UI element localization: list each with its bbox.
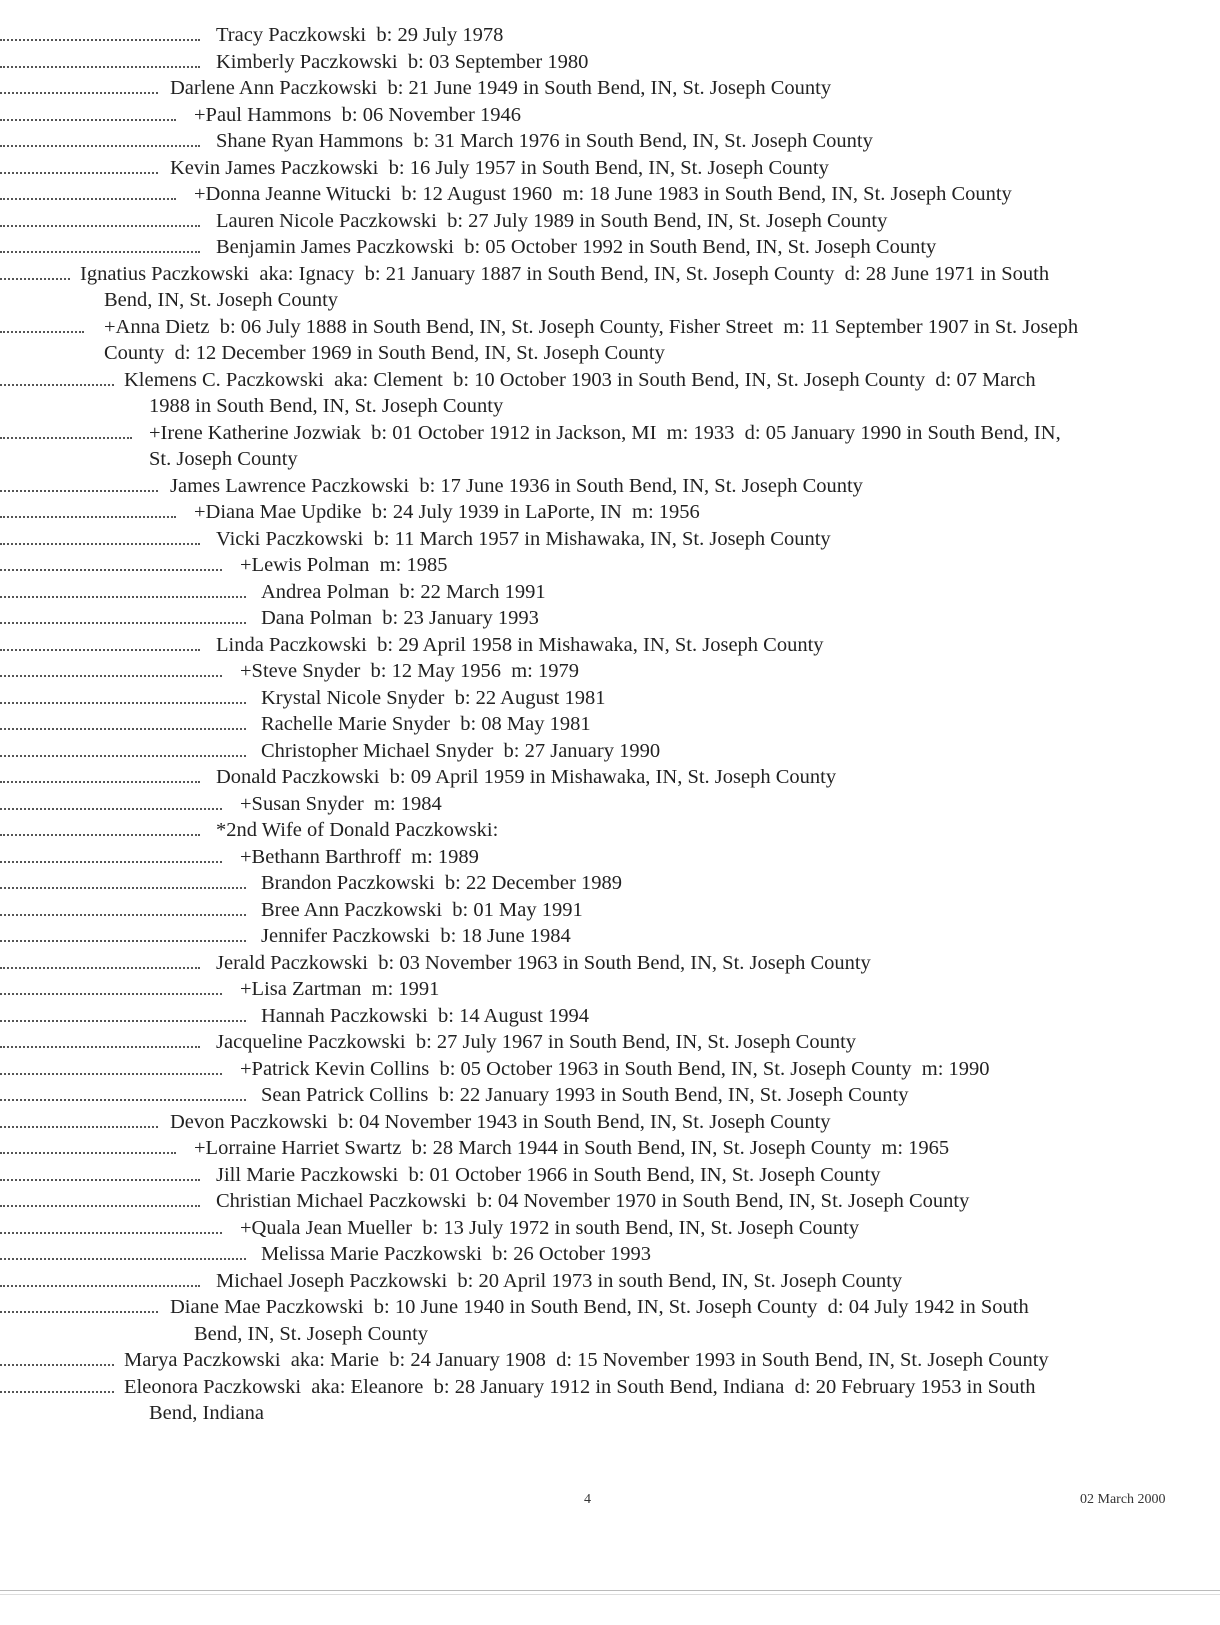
- leader-dots: [0, 675, 222, 677]
- entry-text-continuation: St. Joseph County: [149, 448, 298, 470]
- leader-dots: [0, 1152, 176, 1154]
- leader-dots: [0, 1073, 222, 1075]
- entry-text: +Bethann Barthroff m: 1989: [240, 845, 479, 868]
- entry-text: Klemens C. Paczkowski aka: Clement b: 10 October 1903 in South Bend, IN, St. Joseph County d: 07 March: [124, 368, 1036, 391]
- entry-text: +Irene Katherine Jozwiak b: 01 October 1912 in Jackson, MI m: 1933 d: 05 January 1990 in South Bend, IN,: [149, 421, 1061, 444]
- leader-dots: [0, 278, 70, 280]
- leader-dots: [0, 569, 222, 571]
- entry-text: Diane Mae Paczkowski b: 10 June 1940 in South Bend, IN, St. Joseph County d: 04 July 1942 in South: [170, 1296, 1029, 1318]
- entry-text: +Paul Hammons b: 06 November 1946: [194, 103, 521, 126]
- entry-text: Benjamin James Paczkowski b: 05 October 1992 in South Bend, IN, St. Joseph County: [216, 236, 937, 258]
- leader-dots: [0, 861, 222, 863]
- leader-dots: [0, 384, 114, 386]
- leader-dots: [0, 490, 158, 492]
- entry-text: +Anna Dietz b: 06 July 1888 in South Bend, IN, St. Joseph County, Fisher Street m: 11 September 1907 in St. Joseph: [104, 315, 1079, 338]
- leader-dots: [0, 914, 246, 916]
- leader-dots: [0, 39, 200, 41]
- leader-dots: [0, 225, 200, 227]
- entry-text: +Donna Jeanne Witucki b: 12 August 1960 m: 18 June 1983 in South Bend, IN, St. Joseph County: [194, 183, 1012, 205]
- leader-dots: [0, 1258, 246, 1260]
- entry-text: Dana Polman b: 23 January 1993: [261, 607, 539, 629]
- entry-text: Donald Paczkowski b: 09 April 1959 in Mishawaka, IN, St. Joseph County: [216, 766, 837, 788]
- leader-dots: [0, 172, 158, 174]
- entry-text: Tracy Paczkowski b: 29 July 1978: [216, 24, 504, 46]
- entry-text: Kimberly Paczkowski b: 03 September 1980: [216, 50, 589, 73]
- entry-text: +Lorraine Harriet Swartz b: 28 March 1944 in South Bend, IN, St. Joseph County m: 1965: [194, 1137, 950, 1159]
- scan-edge-divider: [0, 1590, 1220, 1591]
- entry-text: Lauren Nicole Paczkowski b: 27 July 1989 in South Bend, IN, St. Joseph County: [216, 209, 888, 232]
- entry-text: Michael Joseph Paczkowski b: 20 April 1973 in south Bend, IN, St. Joseph County: [216, 1269, 903, 1292]
- leader-dots: [0, 331, 84, 333]
- leader-dots: [0, 622, 246, 624]
- entry-text: Devon Paczkowski b: 04 November 1943 in South Bend, IN, St. Joseph County: [170, 1110, 831, 1133]
- leader-dots: [0, 66, 200, 68]
- entry-text-continuation: 1988 in South Bend, IN, St. Joseph County: [149, 395, 504, 417]
- leader-dots: [0, 145, 200, 147]
- entry-text: Jill Marie Paczkowski b: 01 October 1966 in South Bend, IN, St. Joseph County: [216, 1163, 881, 1186]
- entry-text: Rachelle Marie Snyder b: 08 May 1981: [261, 713, 591, 735]
- entry-text: Andrea Polman b: 22 March 1991: [261, 580, 546, 603]
- entry-text: Vicki Paczkowski b: 11 March 1957 in Mishawaka, IN, St. Joseph County: [216, 527, 831, 550]
- entry-text: +Quala Jean Mueller b: 13 July 1972 in south Bend, IN, St. Joseph County: [240, 1216, 860, 1239]
- leader-dots: [0, 940, 246, 942]
- entry-text: +Lisa Zartman m: 1991: [240, 978, 440, 1000]
- entry-text: Jennifer Paczkowski b: 18 June 1984: [261, 925, 571, 947]
- footer-date: 02 March 2000: [1080, 1492, 1166, 1507]
- entry-text: Linda Paczkowski b: 29 April 1958 in Mishawaka, IN, St. Joseph County: [216, 633, 824, 656]
- leader-dots: [0, 92, 158, 94]
- entry-text-continuation: Bend, IN, St. Joseph County: [194, 1322, 429, 1345]
- entry-text: +Steve Snyder b: 12 May 1956 m: 1979: [240, 660, 579, 682]
- leader-dots: [0, 1126, 158, 1128]
- entry-text: Melissa Marie Paczkowski b: 26 October 1993: [261, 1243, 651, 1265]
- entry-text: Jacqueline Paczkowski b: 27 July 1967 in South Bend, IN, St. Joseph County: [216, 1031, 857, 1053]
- entry-text: Darlene Ann Paczkowski b: 21 June 1949 in South Bend, IN, St. Joseph County: [170, 77, 832, 99]
- entry-text: Eleonora Paczkowski aka: Eleanore b: 28 January 1912 in South Bend, Indiana d: 20 February 1953 in South: [124, 1375, 1036, 1398]
- leader-dots: [0, 437, 132, 439]
- leader-dots: [0, 1099, 246, 1101]
- entry-text: Kevin James Paczkowski b: 16 July 1957 in South Bend, IN, St. Joseph County: [170, 156, 829, 179]
- leader-dots: [0, 1391, 114, 1393]
- entry-text: +Susan Snyder m: 1984: [240, 792, 442, 815]
- leader-dots: [0, 834, 200, 836]
- leader-dots: [0, 543, 200, 545]
- entry-text: Brandon Paczkowski b: 22 December 1989: [261, 872, 622, 894]
- leader-dots: [0, 755, 246, 757]
- entry-text: +Lewis Polman m: 1985: [240, 554, 448, 576]
- entry-text: Christian Michael Paczkowski b: 04 November 1970 in South Bend, IN, St. Joseph County: [216, 1190, 970, 1212]
- leader-dots: [0, 596, 246, 598]
- leader-dots: [0, 251, 200, 253]
- entry-text: Christopher Michael Snyder b: 27 January 1990: [261, 739, 661, 762]
- entry-text: Jerald Paczkowski b: 03 November 1963 in South Bend, IN, St. Joseph County: [216, 951, 871, 974]
- entry-text: Ignatius Paczkowski aka: Ignacy b: 21 January 1887 in South Bend, IN, St. Joseph County d: 28 June 1971 in South: [80, 262, 1050, 285]
- entry-text: Bree Ann Paczkowski b: 01 May 1991: [261, 898, 583, 921]
- leader-dots: [0, 516, 176, 518]
- entry-text: +Diana Mae Updike b: 24 July 1939 in LaPorte, IN m: 1956: [194, 501, 700, 523]
- entry-text-continuation: Bend, Indiana: [149, 1402, 264, 1424]
- leader-dots: [0, 993, 222, 995]
- entry-text-continuation: Bend, IN, St. Joseph County: [104, 289, 339, 311]
- leader-dots: [0, 119, 176, 121]
- entry-text: Shane Ryan Hammons b: 31 March 1976 in South Bend, IN, St. Joseph County: [216, 130, 873, 152]
- leader-dots: [0, 781, 200, 783]
- leader-dots: [0, 702, 246, 704]
- entry-text: Hannah Paczkowski b: 14 August 1994: [261, 1004, 589, 1027]
- leader-dots: [0, 967, 200, 969]
- leader-dots: [0, 1364, 114, 1366]
- entry-text: +Patrick Kevin Collins b: 05 October 1963 in South Bend, IN, St. Joseph County m: 1990: [240, 1057, 990, 1080]
- entry-text-continuation: County d: 12 December 1969 in South Bend, IN, St. Joseph County: [104, 342, 665, 364]
- leader-dots: [0, 728, 246, 730]
- leader-dots: [0, 1046, 200, 1048]
- entry-text: James Lawrence Paczkowski b: 17 June 1936 in South Bend, IN, St. Joseph County: [170, 474, 863, 497]
- leader-dots: [0, 808, 222, 810]
- leader-dots: [0, 1232, 222, 1234]
- leader-dots: [0, 1020, 246, 1022]
- leader-dots: [0, 649, 200, 651]
- entry-text: Marya Paczkowski aka: Marie b: 24 January 1908 d: 15 November 1993 in South Bend, IN, St. Joseph County: [124, 1349, 1049, 1371]
- leader-dots: [0, 1205, 200, 1207]
- leader-dots: [0, 1179, 200, 1181]
- leader-dots: [0, 1311, 158, 1313]
- entry-text: Krystal Nicole Snyder b: 22 August 1981: [261, 686, 606, 709]
- entry-text: *2nd Wife of Donald Paczkowski:: [216, 819, 499, 841]
- entry-text: Sean Patrick Collins b: 22 January 1993 in South Bend, IN, St. Joseph County: [261, 1084, 909, 1106]
- page-number: 4: [584, 1492, 591, 1507]
- leader-dots: [0, 887, 246, 889]
- leader-dots: [0, 1285, 200, 1287]
- leader-dots: [0, 198, 176, 200]
- scan-edge-divider-2: [0, 1594, 1220, 1595]
